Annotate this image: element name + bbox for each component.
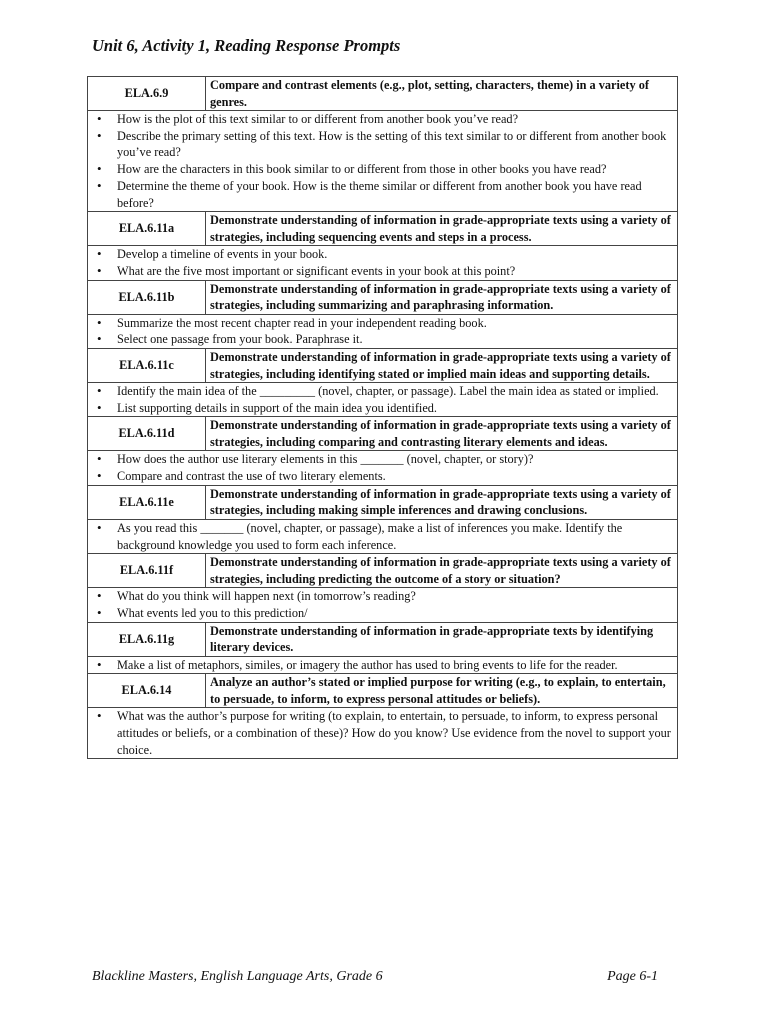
prompt-item: • Identify the main idea of the _________ (novel, chapter, or passage). Label the main idea as stated or implied. <box>88 383 677 400</box>
standard-description: Demonstrate understanding of information in grade-appropriate texts using a variety of strategies, including making simple inferences and drawing conclusions. <box>210 486 671 518</box>
prompt-list <box>88 246 677 280</box>
prompts-table <box>87 76 678 759</box>
prompt-item: • How does the author use literary elements in this _______ (novel, chapter, or story)? <box>88 451 677 468</box>
standard-code: ELA.6.11b <box>88 281 206 314</box>
standard-row <box>88 77 677 111</box>
standard-code: ELA.6.11g <box>88 623 206 656</box>
prompt-list <box>88 315 677 349</box>
prompt-item: • List supporting details in support of the main idea you identified. <box>88 400 677 417</box>
prompt-item: • Summarize the most recent chapter read in your independent reading book. <box>88 315 677 332</box>
standard-description: Demonstrate understanding of information in grade-appropriate texts by identifying literary devices. <box>210 623 654 655</box>
prompt-item: • How is the plot of this text similar to or different from another book you’ve read? <box>88 111 677 128</box>
prompt-list <box>88 451 677 485</box>
standard-code: ELA.6.11f <box>88 554 206 587</box>
standard-code: ELA.6.14 <box>88 674 206 707</box>
prompt-item: • What was the author’s purpose for writing (to explain, to entertain, to persuade, to inform, to express personal attitudes or beliefs, or a combination of these)? How do you know? Use evidence from the novel to support your choice. <box>88 708 677 758</box>
standard-code: ELA.6.11a <box>88 212 206 245</box>
standard-description: Demonstrate understanding of information in grade-appropriate texts using a variety of strategies, including identifying stated or implied main ideas and supporting details. <box>210 350 671 381</box>
prompt-item: • Compare and contrast the use of two literary elements. <box>88 468 677 485</box>
standard-row <box>88 486 677 520</box>
standard-row <box>88 674 677 708</box>
prompt-item: • Describe the primary setting of this text. How is the setting of this text similar to or different from another book you’ve read? <box>88 128 677 161</box>
standard-row <box>88 554 677 588</box>
standard-description: Demonstrate understanding of information in grade-appropriate texts using a variety of strategies, including predicting the outcome of a story or situation? <box>210 555 671 586</box>
page-title: Unit 6, Activity 1, Reading Response Prompts <box>92 36 401 55</box>
prompt-list <box>88 520 677 554</box>
standard-description: Compare and contrast elements (e.g., plot, setting, characters, theme) in a variety of genres. <box>210 78 649 109</box>
prompt-item: • Determine the theme of your book. How is the theme similar or different from another book you have read before? <box>88 178 677 211</box>
prompt-item: • What are the five most important or significant events in your book at this point? <box>88 263 677 280</box>
standard-row <box>88 281 677 315</box>
standard-code: ELA.6.11d <box>88 417 206 450</box>
prompt-list <box>88 588 677 622</box>
standard-row <box>88 349 677 383</box>
standard-code: ELA.6.11e <box>88 486 206 519</box>
standard-code: ELA.6.9 <box>88 77 206 110</box>
standard-description: Analyze an author’s stated or implied purpose for writing (e.g., to explain, to entertain, to persuade, to inform, to express personal attitudes or beliefs). <box>210 675 666 706</box>
prompt-list <box>88 383 677 417</box>
standard-description: Demonstrate understanding of information in grade-appropriate texts using a variety of strategies, including sequencing events and steps in a process. <box>210 213 671 244</box>
prompt-item: • Make a list of metaphors, similes, or imagery the author has used to bring events to life for the reader. <box>88 657 677 674</box>
prompt-list <box>88 111 677 212</box>
footer-title: Blackline Masters, English Language Arts, Grade 6 <box>92 969 383 984</box>
prompt-list <box>88 708 677 758</box>
standard-code: ELA.6.11c <box>88 349 206 382</box>
page-number: Page 6-1 <box>607 969 658 984</box>
prompt-item: • What events led you to this prediction/ <box>88 605 677 622</box>
standard-description: Demonstrate understanding of information in grade-appropriate texts using a variety of strategies, including summarizing and paraphrasing information. <box>210 281 671 313</box>
prompt-item: • As you read this _______ (novel, chapter, or passage), make a list of inferences you make. Identify the background knowledge you used to form each inference. <box>88 520 677 553</box>
standard-row <box>88 417 677 451</box>
prompt-item: • What do you think will happen next (in tomorrow’s reading? <box>88 588 677 605</box>
prompt-list <box>88 657 677 675</box>
standard-description: Demonstrate understanding of information in grade-appropriate texts using a variety of strategies, including comparing and contrasting literary elements and ideas. <box>210 418 671 449</box>
standard-row <box>88 212 677 246</box>
prompt-item: • Select one passage from your book. Paraphrase it. <box>88 331 677 348</box>
standard-row <box>88 623 677 657</box>
prompt-item: • How are the characters in this book similar to or different from those in other books you have read? <box>88 161 677 178</box>
prompt-item: • Develop a timeline of events in your book. <box>88 246 677 263</box>
